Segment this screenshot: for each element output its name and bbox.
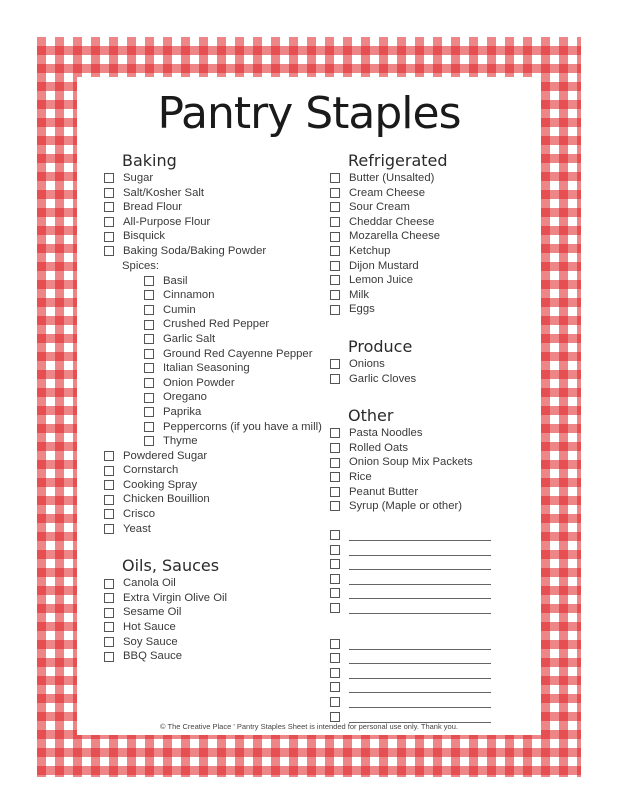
produce-list (330, 357, 491, 386)
write-in-line[interactable] (349, 573, 491, 585)
checkbox[interactable] (104, 495, 114, 505)
checkbox[interactable] (144, 436, 154, 446)
write-in-line[interactable] (349, 652, 491, 664)
page-title: Pantry Staples (157, 88, 461, 139)
list-item[interactable] (104, 244, 322, 259)
item-label: Butter (Unsalted) (349, 172, 435, 184)
list-item[interactable] (330, 372, 491, 387)
item-label: Sesame Oil (123, 606, 182, 619)
checkbox[interactable] (144, 349, 154, 359)
oils-list (104, 576, 322, 664)
list-item[interactable] (330, 215, 491, 230)
blank-item[interactable] (330, 586, 491, 601)
checkbox[interactable] (330, 530, 340, 540)
section-title-oils: Oils, Sauces (122, 556, 220, 576)
checkbox[interactable] (330, 217, 340, 227)
checkbox[interactable] (104, 451, 114, 461)
item-label: Garlic Cloves (349, 372, 417, 385)
checkbox[interactable] (144, 334, 154, 344)
checkbox[interactable] (104, 232, 114, 242)
blank-item[interactable] (330, 636, 491, 651)
list-item[interactable] (104, 449, 322, 464)
write-in-line[interactable] (349, 681, 491, 693)
list-item[interactable] (104, 591, 322, 606)
item-label: Thyme (163, 435, 198, 448)
list-item[interactable] (144, 274, 322, 289)
checkbox[interactable] (330, 359, 340, 369)
write-in-line[interactable] (349, 587, 491, 599)
item-label: Basil (163, 274, 188, 287)
list-item[interactable] (104, 605, 322, 620)
checkbox[interactable] (330, 275, 340, 285)
blank-item[interactable] (330, 680, 491, 695)
checkbox[interactable] (330, 588, 340, 598)
blank-item[interactable] (330, 528, 491, 543)
checkbox[interactable] (104, 622, 114, 632)
checkbox[interactable] (330, 290, 340, 300)
item-label: Yeast (123, 522, 151, 535)
write-in-line[interactable] (349, 696, 491, 708)
list-item[interactable] (330, 186, 491, 201)
list-item[interactable] (104, 229, 322, 244)
item-label: Bisquick (123, 230, 166, 243)
checkbox[interactable] (330, 246, 340, 256)
blank-item[interactable] (330, 601, 491, 616)
item-label: Cumin (163, 303, 196, 316)
list-item[interactable] (330, 273, 491, 288)
item-label: Eggs (349, 303, 375, 316)
item-label: Onion Powder (163, 376, 235, 389)
item-label: Syrup (Maple or other) (349, 500, 463, 513)
item-label: Pasta Noodles (349, 427, 423, 440)
checkbox[interactable] (330, 668, 340, 678)
item-label: Extra Virgin Olive Oil (123, 591, 228, 604)
item-label: Rolled Oats (349, 441, 409, 454)
item-label: BBQ Sauce (123, 650, 183, 663)
checkbox[interactable] (330, 472, 340, 482)
spices-label: Spices: (122, 259, 160, 272)
item-label: Cornstarch (123, 464, 179, 477)
list-item[interactable] (104, 215, 322, 230)
blank-list-1 (330, 528, 491, 616)
item-label: Hot Sauce (123, 621, 176, 634)
list-item[interactable] (330, 171, 491, 186)
item-label: Milk (349, 288, 370, 301)
item-label: Peppercorns (if you have a mill) (163, 420, 322, 433)
list-item[interactable] (330, 455, 491, 470)
list-item[interactable] (330, 302, 491, 317)
checkbox[interactable] (104, 579, 114, 589)
list-item[interactable] (144, 347, 322, 362)
checkbox[interactable] (104, 202, 114, 212)
checkbox[interactable] (330, 305, 340, 315)
item-label: Ketchup (349, 244, 391, 257)
checkbox[interactable] (104, 480, 114, 490)
checkbox[interactable] (104, 637, 114, 647)
blank-item[interactable] (330, 695, 491, 710)
checkbox[interactable] (330, 173, 340, 183)
write-in-line[interactable] (349, 558, 491, 570)
item-label: Oregano (163, 391, 207, 404)
checkbox[interactable] (330, 428, 340, 438)
checkbox[interactable] (330, 487, 340, 497)
checkbox[interactable] (330, 603, 340, 613)
list-item[interactable] (104, 635, 322, 650)
list-item[interactable] (104, 492, 322, 507)
item-label: All-Purpose Flour (123, 215, 211, 228)
checkbox[interactable] (330, 545, 340, 555)
checkbox[interactable] (104, 593, 114, 603)
left-column (104, 151, 322, 664)
write-in-line[interactable] (349, 667, 491, 679)
list-item[interactable] (330, 200, 491, 215)
item-label: Cream Cheese (349, 186, 425, 199)
item-label: Salt/Kosher Salt (123, 186, 205, 199)
list-item[interactable] (144, 376, 322, 391)
checkbox[interactable] (144, 407, 154, 417)
list-item[interactable] (104, 649, 322, 664)
list-item[interactable] (104, 522, 322, 537)
checkbox[interactable] (330, 697, 340, 707)
list-item[interactable] (104, 171, 322, 186)
spacer (330, 317, 491, 337)
blank-item[interactable] (330, 665, 491, 680)
checkbox[interactable] (330, 443, 340, 453)
item-label: Lemon Juice (349, 274, 414, 287)
item-label: Sugar (123, 172, 154, 184)
item-label: Baking Soda/Baking Powder (123, 244, 267, 257)
list-item[interactable] (104, 507, 322, 522)
list-item[interactable] (144, 332, 322, 347)
section-title-other: Other (348, 406, 394, 426)
list-item[interactable] (330, 499, 491, 514)
item-label: Cheddar Cheese (349, 215, 435, 228)
checkbox[interactable] (330, 712, 340, 722)
refrigerated-list (330, 171, 491, 317)
write-in-line[interactable] (349, 529, 491, 541)
write-in-line[interactable] (349, 638, 491, 650)
checkbox[interactable] (330, 639, 340, 649)
checkbox[interactable] (330, 559, 340, 569)
section-title-produce: Produce (348, 336, 413, 356)
blank-item[interactable] (330, 542, 491, 557)
list-item[interactable] (330, 259, 491, 274)
list-item[interactable] (330, 470, 491, 485)
item-label: Soy Sauce (123, 635, 178, 648)
checkbox[interactable] (330, 202, 340, 212)
checkbox[interactable] (330, 458, 340, 468)
item-label: Sour Cream (349, 201, 410, 214)
checkbox[interactable] (330, 574, 340, 584)
list-item[interactable] (144, 361, 322, 376)
checkbox[interactable] (104, 509, 114, 519)
checkbox[interactable] (104, 466, 114, 476)
checkbox[interactable] (330, 501, 340, 511)
list-item[interactable] (330, 441, 491, 456)
checkbox[interactable] (144, 363, 154, 373)
spacer (330, 386, 491, 406)
checkbox[interactable] (104, 217, 114, 227)
item-label: Powdered Sugar (123, 449, 208, 462)
item-label: Italian Seasoning (163, 362, 250, 375)
footer-copyright: © The Creative Place ' Pantry Staples Sheet is intended for personal use only. Thank you. (160, 722, 458, 731)
checkbox[interactable] (330, 188, 340, 198)
checkbox[interactable] (104, 188, 114, 198)
list-item[interactable] (144, 288, 322, 303)
list-item[interactable] (104, 478, 322, 493)
checkbox[interactable] (330, 682, 340, 692)
item-label: Peanut Butter (349, 485, 419, 498)
checkbox[interactable] (330, 232, 340, 242)
spices-list (104, 274, 322, 449)
write-in-line[interactable] (349, 711, 491, 723)
item-label: Dijon Mustard (349, 259, 419, 272)
spacer (330, 615, 491, 636)
other-list (330, 426, 491, 514)
item-label: Onion Soup Mix Packets (349, 456, 473, 469)
item-label: Cinnamon (163, 289, 215, 302)
checkbox[interactable] (330, 374, 340, 384)
checkbox[interactable] (144, 393, 154, 403)
checkbox[interactable] (330, 261, 340, 271)
item-label: Chicken Bouillion (123, 493, 210, 506)
list-item[interactable] (104, 186, 322, 201)
write-in-line[interactable] (349, 602, 491, 614)
list-item[interactable] (330, 485, 491, 500)
list-item[interactable] (144, 390, 322, 405)
checkbox[interactable] (144, 422, 154, 432)
item-label: Canola Oil (123, 577, 176, 590)
checkbox[interactable] (144, 305, 154, 315)
spacer (330, 514, 491, 528)
write-in-line[interactable] (349, 544, 491, 556)
spacer (104, 536, 322, 556)
list-item[interactable] (104, 576, 322, 591)
section-title-baking: Baking (122, 151, 177, 170)
item-label: Mozarella Cheese (349, 230, 441, 243)
checkbox[interactable] (104, 652, 114, 662)
right-column (330, 151, 491, 724)
list-item[interactable] (330, 229, 491, 244)
item-label: Crushed Red Pepper (163, 318, 270, 331)
blank-item[interactable] (330, 651, 491, 666)
list-item[interactable] (144, 303, 322, 318)
list-item[interactable] (104, 620, 322, 635)
blank-item[interactable] (330, 557, 491, 572)
list-item[interactable] (330, 357, 491, 372)
checkbox[interactable] (104, 524, 114, 534)
checkbox[interactable] (144, 276, 154, 286)
item-label: Paprika (163, 405, 202, 418)
item-label: Cooking Spray (123, 478, 198, 491)
list-item[interactable] (144, 317, 322, 332)
list-item[interactable] (144, 434, 322, 449)
list-item[interactable] (104, 200, 322, 215)
list-item[interactable] (330, 244, 491, 259)
baking-more-list (104, 449, 322, 537)
item-label: Bread Flour (123, 201, 183, 214)
item-label: Ground Red Cayenne Pepper (163, 347, 313, 360)
blank-list-2 (330, 636, 491, 724)
list-item[interactable] (330, 426, 491, 441)
item-label: Onions (349, 357, 385, 370)
checkbox[interactable] (104, 246, 114, 256)
checkbox[interactable] (104, 608, 114, 618)
item-label: Crisco (123, 508, 156, 521)
checkbox[interactable] (144, 290, 154, 300)
section-title-refrigerated: Refrigerated (348, 151, 448, 170)
baking-list (104, 171, 322, 259)
item-label: Garlic Salt (163, 332, 216, 345)
list-item[interactable] (144, 420, 322, 435)
checkbox[interactable] (104, 173, 114, 183)
list-item[interactable] (144, 405, 322, 420)
checkbox[interactable] (144, 378, 154, 388)
checkbox[interactable] (144, 320, 154, 330)
blank-item[interactable] (330, 571, 491, 586)
item-label: Rice (349, 470, 372, 483)
checkbox[interactable] (330, 653, 340, 663)
list-item[interactable] (104, 463, 322, 478)
list-item[interactable] (330, 288, 491, 303)
